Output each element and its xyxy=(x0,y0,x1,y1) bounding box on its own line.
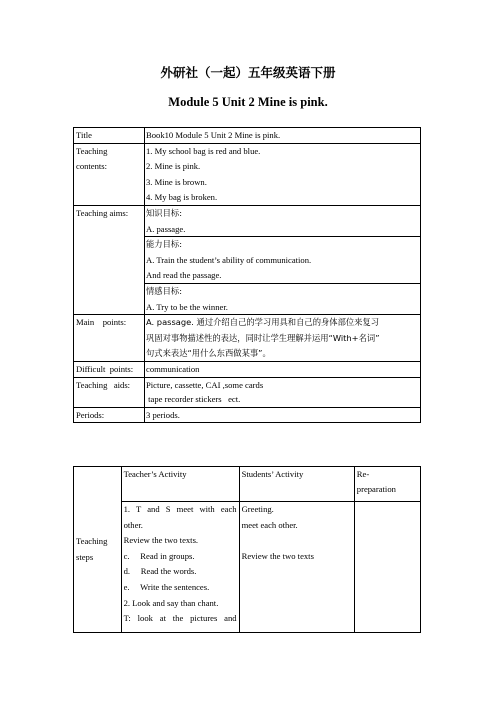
preparation-cell xyxy=(354,502,420,633)
teaching-aids-label: Teaching aids: xyxy=(74,377,145,407)
contents-label: Teaching contents: xyxy=(74,143,145,205)
table-row xyxy=(74,128,421,144)
title-value: Book10 Module 5 Unit 2 Mine is pink. xyxy=(145,128,421,144)
steps-side-label: Teaching steps xyxy=(74,467,122,633)
table-row xyxy=(74,407,421,423)
emotion-aims: 情感目标: A. Try to be the winner. xyxy=(145,283,421,314)
periods-value: 3 periods. xyxy=(145,407,421,423)
students-activity-cell: Greeting. meet each other. Review the two texts xyxy=(239,502,354,633)
document-title-cn: 外研社（一起）五年级英语下册 xyxy=(160,65,336,80)
contents-value: 1. My school bag is red and blue. 2. Mine is pink. 3. Mine is brown. 4. My bag is broken. xyxy=(145,143,421,205)
table-row xyxy=(74,361,421,377)
teaching-steps-table xyxy=(73,466,421,633)
table-row xyxy=(74,377,421,407)
difficult-points-value: communication xyxy=(145,361,421,377)
document-title-en: Module 5 Unit 2 Mine is pink. xyxy=(168,95,328,109)
difficult-points-label: Difficult points: xyxy=(74,361,145,377)
preparation-header: Re- preparation xyxy=(354,467,420,502)
teacher-activity-cell: 1. T and S meet with each other. Review the two texts. c. Read in groups. d. Read the words. e. Write the sentences. 2. Look and say than chant. T: look at the pictures and xyxy=(121,502,239,633)
table-row xyxy=(74,143,421,205)
table-row xyxy=(74,467,421,502)
main-points-label: Main points: xyxy=(74,315,145,362)
teaching-aids-value: Picture, cassette, CAI ,some cards tape recorder stickers ect. xyxy=(145,377,421,407)
title-label: Title xyxy=(74,128,145,144)
teacher-activity-header: Teacher’s Activity xyxy=(121,467,239,502)
periods-label: Periods: xyxy=(74,407,145,423)
table-row xyxy=(74,315,421,362)
table-row xyxy=(74,205,421,236)
main-points-value: A. passage. 通过介绍自己的学习用具和自己的身体部位来复习 巩固对事物描述性的表达，同时让学生理解并运用“With+名词” 句式来表达“用什么东西做某事”。 xyxy=(145,315,421,362)
lesson-info-table xyxy=(73,127,421,423)
knowledge-aims: 知识目标: A. passage. xyxy=(145,205,421,236)
aims-label: Teaching aims: xyxy=(74,205,145,314)
ability-aims: 能力目标: A. Train the student’s ability of communication. And read the passage. xyxy=(145,237,421,284)
students-activity-header: Students’ Activity xyxy=(239,467,354,502)
table-row xyxy=(74,502,421,633)
